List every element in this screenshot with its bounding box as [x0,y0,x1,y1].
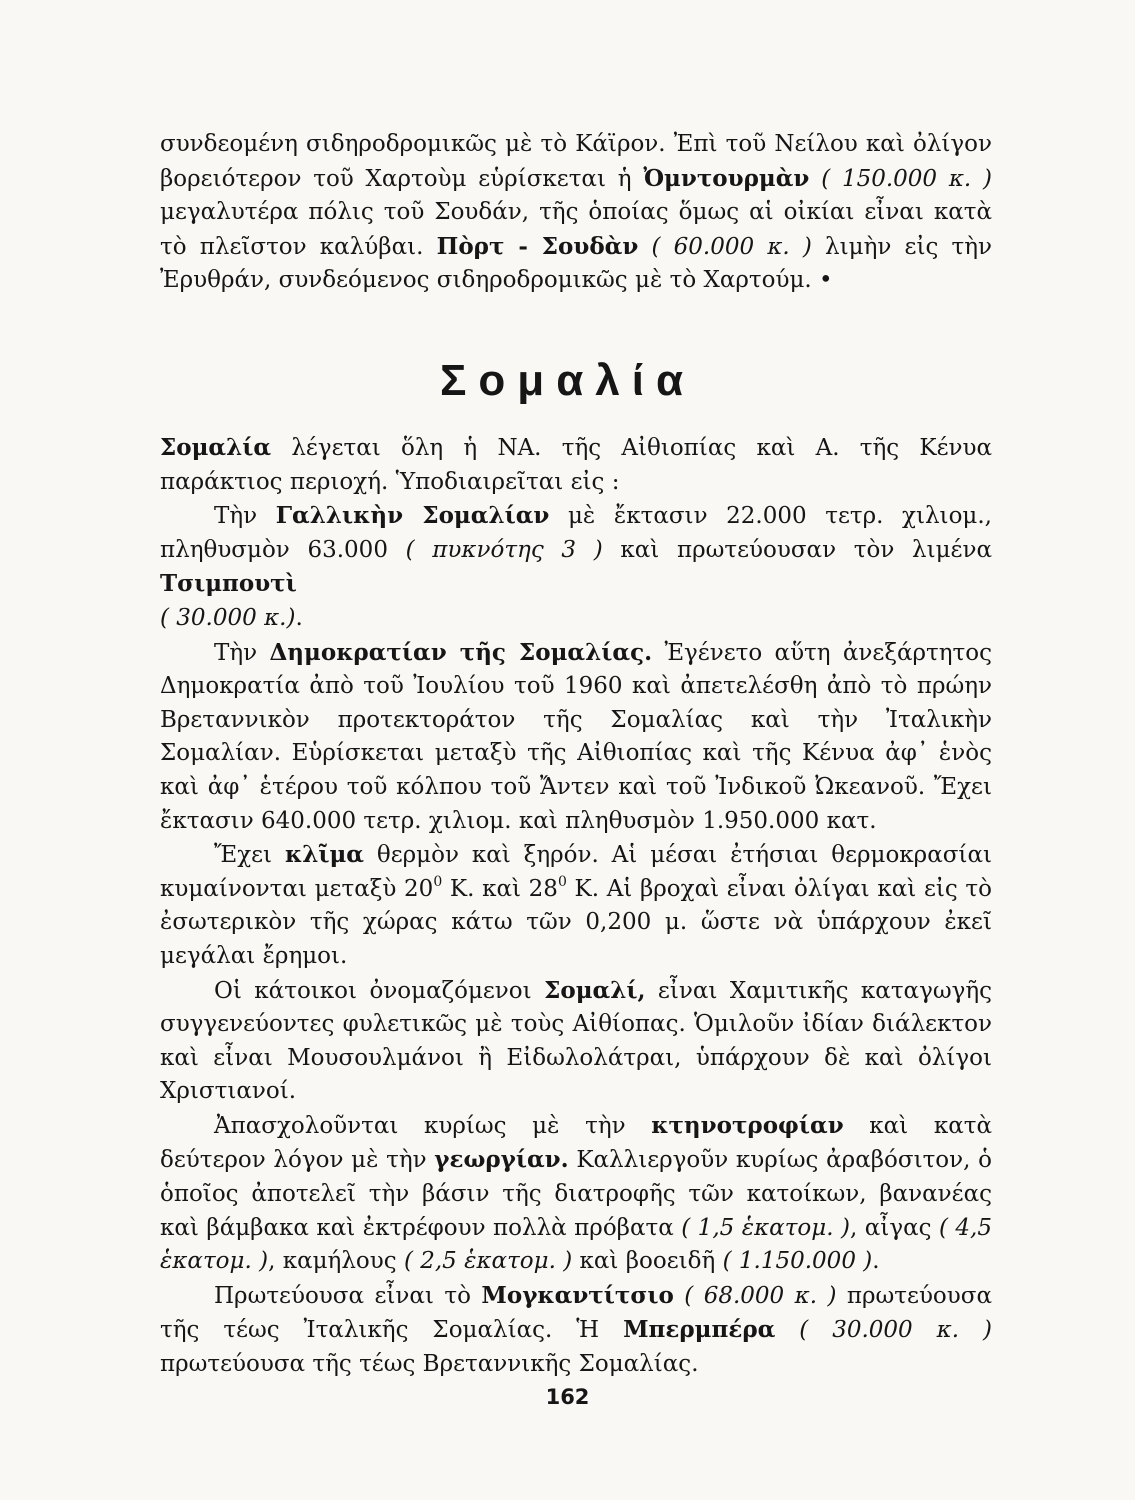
text: εἶναι Χαμιτικῆς καταγωγῆς συγγενεύοντες φυλετικῶς μὲ τοὺς Αἰθίοπας. Ὁμιλοῦν ἰδίαν διάλεκτον καὶ εἶναι Μουσουλμάνοι ἢ Εἰδωλολάτραι, ὑπάρχουν δὲ καὶ ὀλίγοι Χριστιανοί. [160,977,992,1105]
cattle-count: ( 1.150.000 ) [722,1248,873,1275]
goat-count: ( 4,5 ἑκατομ. ) [160,1214,992,1275]
page-number: 162 [545,1385,590,1409]
paragraph-capital [160,1279,992,1382]
text: , καμήλους [268,1248,404,1275]
paragraph-french-somaliland [160,499,992,635]
capital-djibouti: Τσιμπουτὶ [160,570,297,598]
mogadishu-population: ( 68.000 κ. ) [673,1282,837,1309]
definition-text: λέγεται ὅλη ἡ ΝΑ. τῆς Αἰθιοπίας καὶ Α. τῆς Κένυα παράκτιος περιοχή. Ὑποδιαιρεῖται εἰς : [160,435,992,495]
term-somalia: Σομαλία [160,434,272,461]
paragraph-somali-republic [160,636,992,839]
text: Κ. Αἱ βροχαὶ εἶναι ὀλίγαι καὶ εἰς τὸ ἐσωτερικὸν τῆς χώρας κάτω τῶν 0,200 μ. ὥστε νὰ ὑπάρχουν ἐκεῖ μεγάλαι ἔρημοι. [160,875,992,969]
port-sudan-population: ( 60.000 κ. ) [638,233,826,260]
omdurman-population: ( 150.000 κ. ) [809,165,992,192]
text: καὶ πρωτεύουσαν τὸν λιμένα [602,536,992,563]
term-somali: Σομαλί, [544,976,646,1004]
berbera-population: ( 30.000 κ. ) [775,1317,992,1344]
paragraph-inhabitants [160,974,992,1109]
city-berbera: Μπερμπέρα [623,1316,776,1344]
term-agriculture: γεωργίαν. [434,1146,569,1174]
djibouti-population: ( 30.000 κ.) [160,604,296,631]
text: Ἔχει [214,842,285,869]
intro-text-3: λιμὴν εἰς τὴν Ἐρυθράν, συνδεόμενος σιδηροδρομικῶς μὲ τὸ Χαρτούμ. • [160,233,993,294]
text: Τὴν [214,503,276,530]
degree-mark: 0 [433,873,443,890]
text: . [295,604,303,631]
text: θερμὸν καὶ ξηρόν. Αἱ μέσαι ἐτήσιαι θερμοκρασίαι κυμαίνονται μεταξὺ 20 [160,842,993,902]
region-french-somaliland: Γαλλικὴν Σομαλίαν [275,502,550,530]
text: Οἱ κάτοικοι ὀνομαζόμενοι [214,977,545,1004]
text: , αἶγας [849,1214,939,1241]
intro-text-2: μεγαλυτέρα πόλις τοῦ Σουδάν, τῆς ὁποίας ὅμως αἱ οἰκίαι εἶναι κατὰ τὸ πλεῖστον καλύβαι. [160,199,992,260]
degree-mark: 0 [557,873,567,890]
text: μὲ ἔκτασιν 22.000 τετρ. χιλιομ., πληθυσμὸν 63.000 [160,503,992,563]
sheep-count: ( 1,5 ἑκατομ. ) [681,1214,850,1241]
text: Κ. καὶ 28 [442,875,558,902]
capital-mogadishu: Μογκαντίτσιο [481,1281,674,1309]
text: πρωτεύουσα τῆς τέως Ἰταλικῆς Σομαλίας. Ἡ [160,1282,992,1344]
text: καὶ βοοειδῆ [572,1248,723,1275]
text: Πρωτεύουσα εἶναι τὸ [214,1282,482,1309]
paragraph-definition [160,431,992,499]
text: καὶ κατὰ δεύτερον λόγον μὲ τὴν [160,1112,992,1174]
somalia-section-body [160,431,992,1382]
region-somali-republic: Δημοκρατίαν τῆς Σομαλίας. [269,638,653,666]
population-density: ( πυκνότης 3 ) [405,536,603,563]
text: Τὴν [214,639,270,666]
text: Καλλιεργοῦν κυρίως ἀραβόσιτον, ὁ ὁποῖος ἀποτελεῖ τὴν βάσιν τῆς διατροφῆς τῶν κατοίκων, βανανέας καὶ βάμβακα καὶ ἐκτρέφουν πολλὰ πρόβατα [160,1147,992,1241]
intro-text-1: συνδεομένη σιδηροδρομικῶς μὲ τὸ Κάϊρον. Ἐπὶ τοῦ Νείλου καὶ ὀλίγον βορειότερον τοῦ Χαρτοὺμ εὑρίσκεται ἡ [160,131,992,192]
text: Ἐγένετο αὕτη ἀνεξάρτητος Δημοκρατία ἀπὸ τοῦ Ἰουλίου τοῦ 1960 καὶ ἀπετελέσθη ἀπὸ τὸ πρώην Βρεταννικὸν προτεκτοράτον τῆς Σομαλίας καὶ τὴν Ἰταλικὴν Σομαλίαν. Εὑρίσκεται μεταξὺ τῆς Αἰθιοπίας καὶ τῆς Κένυα ἀφ᾽ ἑνὸς καὶ ἀφ᾽ ἑτέρου τοῦ κόλπου τοῦ Ἄντεν καὶ τοῦ Ἰνδικοῦ Ὠκεανοῦ. Ἔχει ἔκτασιν 640.000 τετρ. χιλιομ. καὶ πληθυσμὸν 1.950.000 κατ. [160,639,993,834]
intro-paragraph [160,128,992,298]
paragraph-climate [160,838,992,973]
text: πρωτεύουσα τῆς τέως Βρεταννικῆς Σομαλίας. [160,1351,699,1378]
camel-count: ( 2,5 ἑκατομ. ) [403,1248,573,1275]
city-omdurman: Ὀμντουρμὰν [643,164,810,192]
text: Ἀπασχολοῦνται κυρίως μὲ τὴν [214,1112,652,1139]
term-livestock: κτηνοτροφίαν [651,1111,844,1139]
section-heading: Σομαλία [440,356,695,405]
paragraph-economy [160,1109,992,1279]
city-port-sudan: Πὸρτ - Σουδὰν [436,232,639,260]
text: . [872,1248,880,1275]
term-climate: κλῖμα [284,841,364,869]
